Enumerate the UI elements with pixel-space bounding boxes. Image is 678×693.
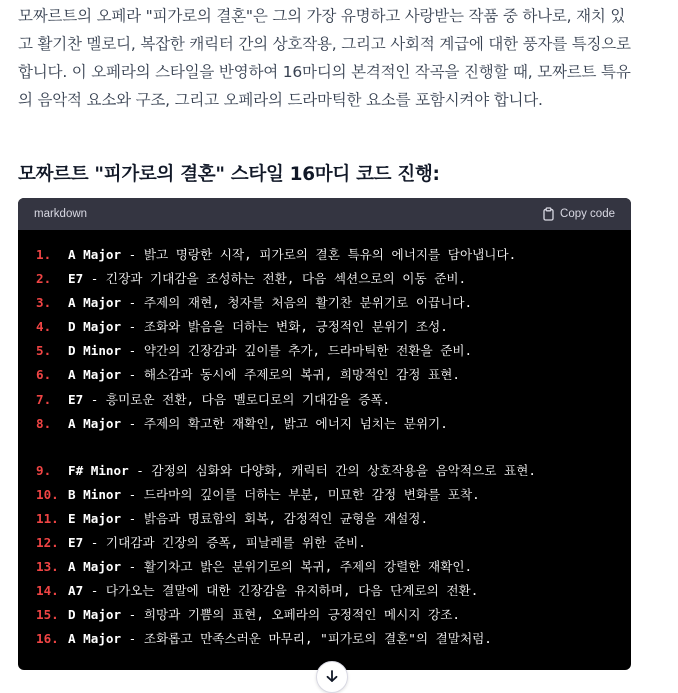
code-line-chord: D Major	[68, 607, 122, 623]
code-line-description: - 밝음과 명료함의 회복, 감정적인 균형을 재설정.	[121, 510, 429, 526]
code-line	[36, 507, 613, 531]
code-line-description: - 기대감과 긴장의 증폭, 피날레를 위한 준비.	[83, 535, 366, 551]
code-line	[36, 483, 613, 507]
code-line	[36, 579, 613, 603]
clipboard-icon	[542, 207, 555, 221]
code-line-number: 2.	[36, 271, 52, 287]
code-line-chord: E7	[68, 271, 84, 287]
code-line	[36, 339, 613, 363]
code-line-chord: F# Minor	[68, 462, 129, 478]
code-line-description: - 긴장과 기대감을 조성하는 전환, 다음 섹션으로의 이동 준비.	[83, 271, 467, 287]
code-line	[36, 291, 613, 315]
code-line-number: 13.	[36, 559, 59, 575]
code-block-header	[18, 198, 631, 230]
code-line-number: 12.	[36, 535, 59, 551]
code-line-description: - 활기차고 밝은 분위기로의 복귀, 주제의 강렬한 재확인.	[121, 559, 473, 575]
code-block	[18, 198, 631, 670]
code-line	[36, 243, 613, 267]
code-line-chord: D Minor	[68, 343, 122, 359]
code-line-description: - 해소감과 동시에 주제로의 복귀, 희망적인 감정 표현.	[121, 367, 460, 383]
code-line-number: 1.	[36, 247, 52, 262]
code-line-number: 11.	[36, 510, 59, 526]
code-line-number: 10.	[36, 486, 59, 502]
code-line-description: - 주제의 재현, 청자를 처음의 활기찬 분위기로 이끕니다.	[121, 295, 473, 311]
code-line	[36, 363, 613, 387]
code-line-chord: D Major	[68, 319, 122, 335]
code-line	[36, 388, 613, 412]
code-line	[36, 267, 613, 291]
copy-code-label: Copy code	[560, 208, 615, 220]
code-line-description: - 조화와 밝음을 더하는 변화, 긍정적인 분위기 조성.	[121, 319, 448, 335]
code-line-chord: B Minor	[68, 486, 122, 502]
code-line-number: 9.	[36, 462, 52, 478]
intro-paragraph: 모짜르트의 오페라 "피가로의 결혼"은 그의 가장 유명하고 사랑받는 작품 중 하나로, 재치 있고 활기찬 멜로디, 복잡한 캐릭터 간의 상호작용, 그리고 사회적 계급에 대한 풍자를 특징으로 합니다. 이 오페라의 스타일을 반영하여 16마디의 본격적인 작곡을 진행할 때, 모짜르트 특유의 음악적 요소와 구조, 그리고 오페라의 드라마틱한 요소를 포함시켜야 합니다.	[18, 7, 631, 109]
code-line-chord: A Major	[68, 247, 122, 262]
code-line-number: 16.	[36, 631, 59, 647]
code-line-description: - 약간의 긴장감과 깊이를 추가, 드라마틱한 전환을 준비.	[121, 343, 473, 359]
code-line-chord: E Major	[68, 510, 122, 526]
code-line-chord: A Major	[68, 631, 122, 647]
code-line-chord: E7	[68, 391, 84, 407]
code-line-number: 7.	[36, 391, 52, 407]
code-line-number: 4.	[36, 319, 52, 335]
code-line-description: - 감정의 심화와 다양화, 캐릭터 간의 상호작용을 음악적으로 표현.	[128, 462, 536, 478]
code-line-number: 6.	[36, 367, 52, 383]
code-line	[36, 531, 613, 555]
code-line-description: - 밝고 명랑한 시작, 피가로의 결혼 특유의 에너지를 담아냅니다.	[121, 247, 517, 262]
code-language-label: markdown	[34, 208, 88, 220]
code-line-chord: A7	[68, 583, 84, 599]
code-line	[36, 627, 613, 651]
arrow-down-icon	[325, 668, 339, 687]
code-line-number: 3.	[36, 295, 52, 311]
section-heading: 모짜르트 "피가로의 결혼" 스타일 16마디 코드 진행:	[18, 164, 440, 185]
scroll-to-bottom-button[interactable]	[316, 661, 348, 693]
code-line-description: - 조화롭고 만족스러운 마무리, "피가로의 결혼"의 결말처럼.	[121, 631, 492, 647]
code-line-chord: A Major	[68, 415, 122, 431]
code-line-description: - 드라마의 깊이를 더하는 부분, 미묘한 감정 변화를 포착.	[121, 486, 480, 502]
code-line-description: - 주제의 확고한 재확인, 밝고 에너지 넘치는 분위기.	[121, 415, 448, 431]
code-line-description: - 희망과 기쁨의 표현, 오페라의 긍정적인 메시지 강조.	[121, 607, 460, 623]
code-blank-line	[36, 436, 613, 459]
code-line	[36, 555, 613, 579]
code-line	[36, 315, 613, 339]
code-line-description: - 다가오는 결말에 대한 긴장감을 유지하며, 다음 단계로의 전환.	[83, 583, 479, 599]
code-line-chord: A Major	[68, 295, 122, 311]
code-line-number: 5.	[36, 343, 52, 359]
code-line-number: 14.	[36, 583, 59, 599]
code-line	[36, 412, 613, 436]
code-line-chord: A Major	[68, 367, 122, 383]
code-line	[36, 603, 613, 627]
code-line-chord: E7	[68, 535, 84, 551]
code-content	[18, 230, 631, 652]
code-line-number: 8.	[36, 415, 52, 431]
code-line-number: 15.	[36, 607, 59, 623]
copy-code-button[interactable]	[542, 207, 615, 221]
code-line-chord: A Major	[68, 559, 122, 575]
code-line-description: - 흥미로운 전환, 다음 멜로디로의 기대감을 증폭.	[83, 391, 391, 407]
code-line	[36, 459, 613, 483]
